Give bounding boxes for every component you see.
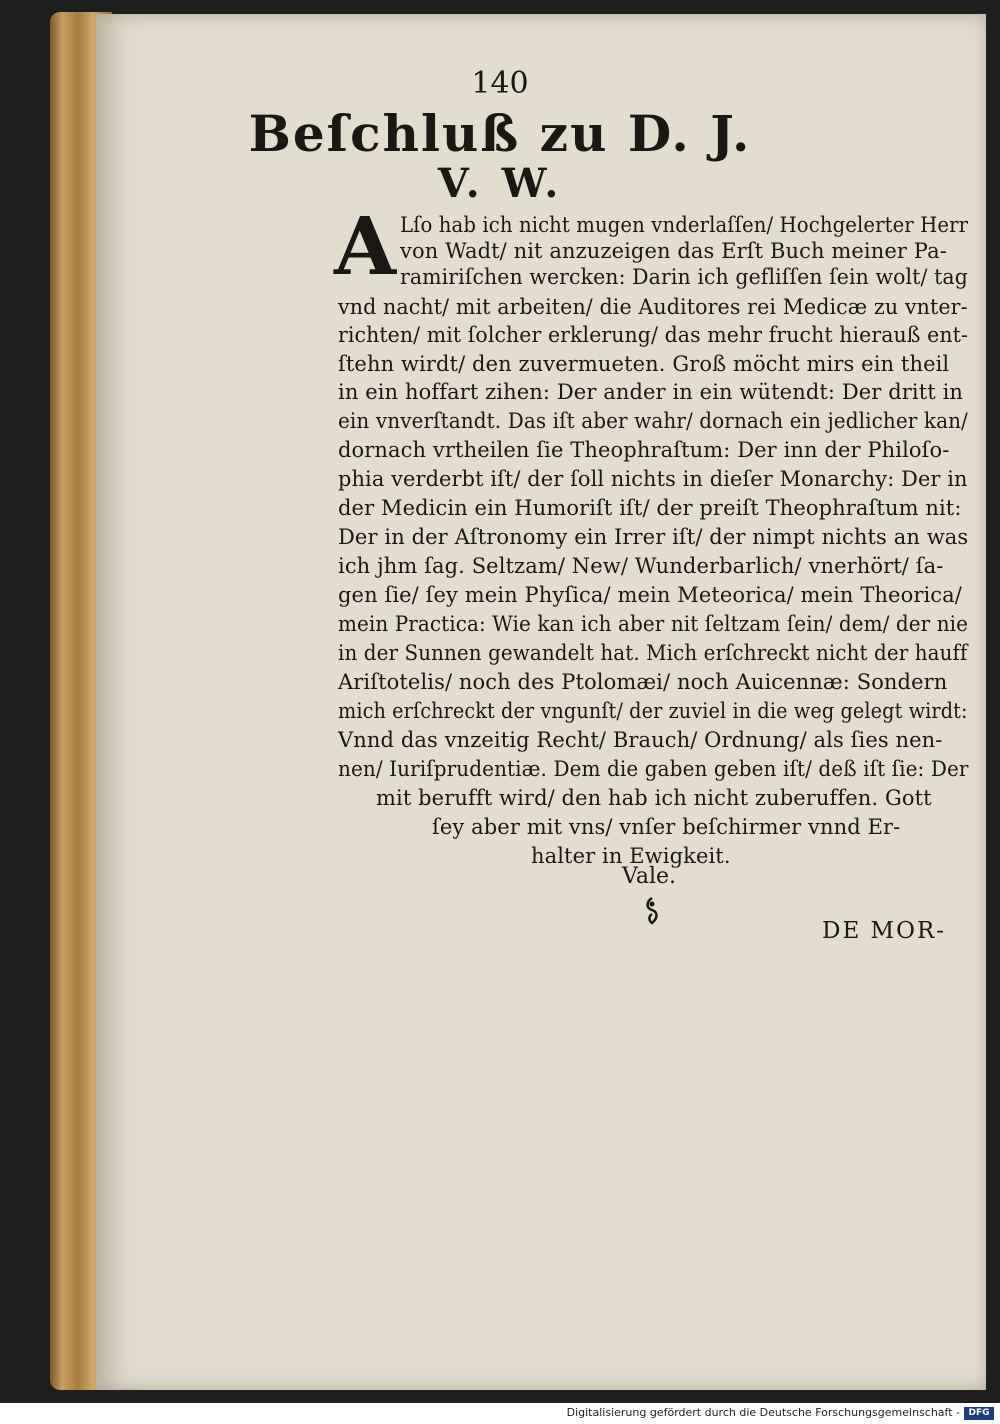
text-line: Vnnd das vnzeitig Recht/ Brauch/ Ordnung/ als ſies nen-	[338, 728, 943, 752]
text-line: ſey aber mit vns/ vnſer beſchirmer vnnd Er-	[432, 815, 901, 839]
text-line: Der in der Aſtronomy ein Irrer iſt/ der nimpt nichts an was	[338, 525, 969, 549]
text-line: mein Practica: Wie kan ich aber nit ſeltzam ſein/ dem/ der nie	[338, 612, 969, 636]
text-line: halter in Ewigkeit.	[531, 844, 731, 868]
catchword: DE MOR-	[822, 918, 947, 944]
text-line: Lſo hab ich nicht mugen vnderlaſſen/ Hochgelerter Herr	[400, 213, 969, 237]
ornament-icon	[640, 896, 664, 926]
text-line: der Medicin ein Humoriſt iſt/ der preiſt Theophraſtum nit:	[338, 496, 962, 520]
heading-line-2: V. W.	[437, 160, 563, 207]
text-line: ſtehn wirdt/ den zuvermueten. Groß möcht mirs ein theil	[338, 352, 950, 376]
text-line: richten/ mit ſolcher erklerung/ das mehr frucht hierauß ent-	[338, 323, 968, 347]
text-line: vnd nacht/ mit arbeiten/ die Auditores rei Medicæ zu vnter-	[338, 295, 968, 319]
text-line: in der Sunnen gewandelt hat. Mich erſchreckt nicht der hauff	[338, 641, 968, 665]
vale-closing: Vale.	[622, 864, 677, 889]
text-line: ramiriſchen wercken: Darin ich gefliſſen ſein wolt/ tag	[400, 265, 968, 289]
dfg-logo: DFG	[964, 1407, 994, 1420]
text-line: in ein hoffart zihen: Der ander in ein wütendt: Der dritt in	[338, 380, 964, 404]
drop-cap: A	[334, 199, 397, 293]
text-line: von Wadt/ nit anzuzeigen das Erſt Buch meiner Pa-	[400, 239, 947, 263]
text-line: dornach vrtheilen ſie Theophraſtum: Der inn der Philoſo-	[338, 438, 950, 462]
text-line: mit berufft wird/ den hab ich nicht zuberuffen. Gott	[376, 786, 932, 810]
text-line: ein vnverſtandt. Das iſt aber wahr/ dornach ein jedlicher kan/	[338, 409, 968, 433]
text-line: gen ſie/ ſey mein Phyſica/ mein Meteorica/ mein Theorica/	[338, 583, 962, 607]
page-number: 140	[471, 66, 529, 101]
text-line: Ariſtotelis/ noch des Ptolomæi/ noch Auicennæ: Sondern	[338, 670, 948, 694]
text-line: ich jhm ſag. Seltzam/ New/ Wunderbarlich/ vnerhört/ ſa-	[338, 554, 944, 578]
heading-line-1: Beſchluß zu D. J.	[248, 104, 752, 163]
text-line: nen/ Iuriſprudentiæ. Dem die gaben geben iſt/ deß iſt ſie: Der	[338, 757, 969, 781]
text-line: phia verderbt iſt/ der ſoll nichts in dieſer Monarchy: Der in	[338, 467, 968, 491]
footer-bar	[0, 1403, 1000, 1424]
text-line: mich erſchreckt der vngunſt/ der zuviel in die weg gelegt wirdt:	[338, 699, 968, 723]
footer-credit: Digitalisierung gefördert durch die Deutsche Forschungsgemeinschaft -	[566, 1406, 960, 1419]
